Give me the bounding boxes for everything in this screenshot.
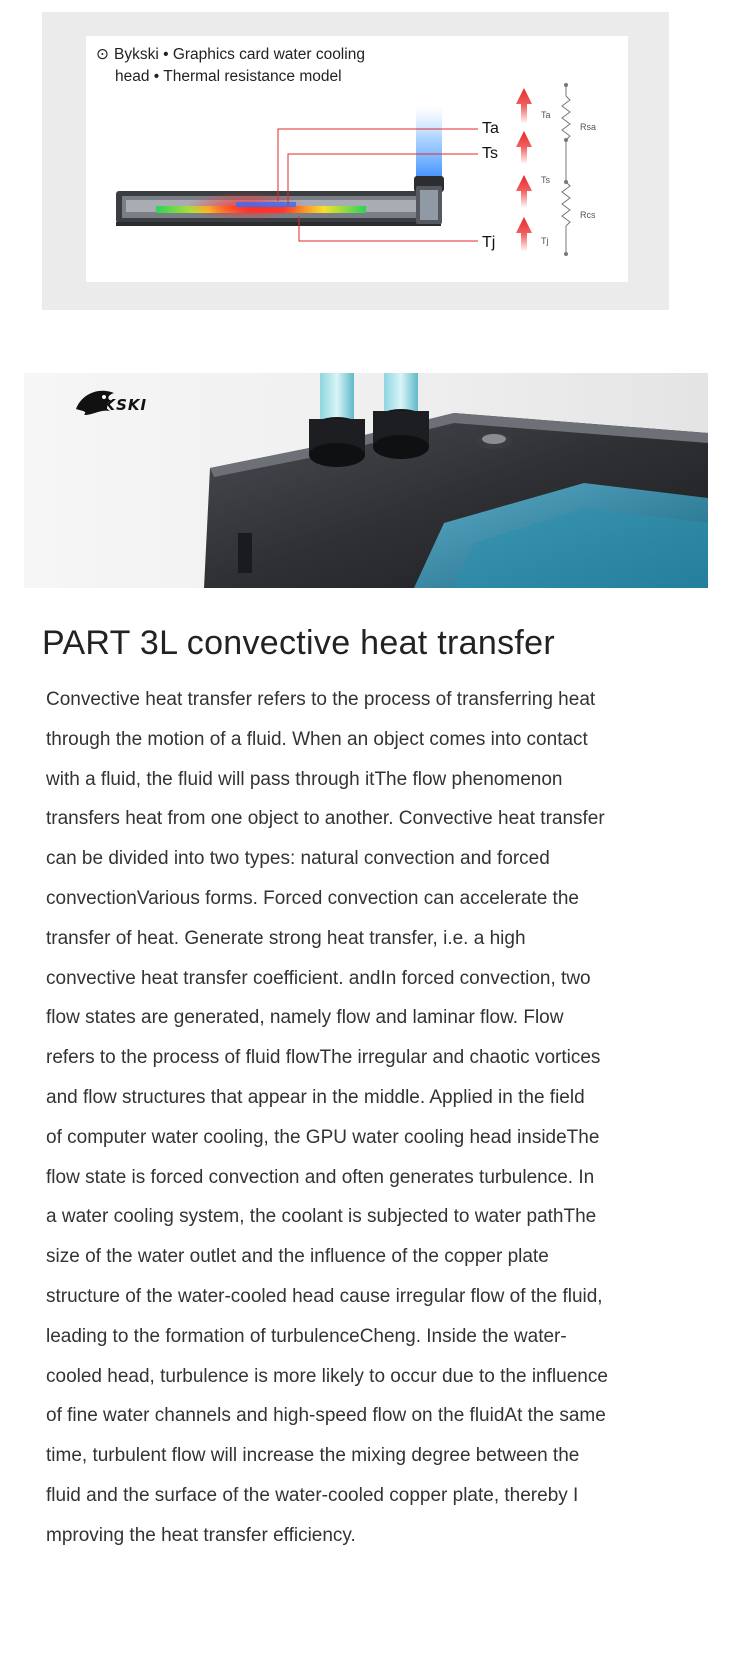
product-photo-banner <box>24 373 708 588</box>
section-heading: PART 3L convective heat transfer <box>42 624 555 662</box>
ladder-label-rsa: Rsa <box>580 122 597 132</box>
article-line: transfers heat from one object to another. Convective heat transfer <box>46 808 605 830</box>
article-body <box>46 680 686 1556</box>
article-line: flow states are generated, namely flow and laminar flow. Flow <box>46 1007 564 1029</box>
article-line: through the motion of a fluid. When an object comes into contact <box>46 728 588 750</box>
article-line: can be divided into two types: natural convection and forced <box>46 848 550 870</box>
ladder-label-ta: Ta <box>541 110 551 120</box>
article-line: cooled head, turbulence is more likely to occur due to the influence <box>46 1365 608 1387</box>
thermal-resistor-ladder <box>562 83 570 256</box>
fitting-cylinder <box>414 176 444 224</box>
article-line: transfer of heat. Generate strong heat transfer, i.e. a high <box>46 927 526 949</box>
article-line: time, turbulent flow will increase the mixing degree between the <box>46 1445 580 1467</box>
ta-leader-line <box>278 129 478 201</box>
article-line: size of the water outlet and the influence of the copper plate <box>46 1246 549 1268</box>
thermal-diagram-panel <box>42 12 669 310</box>
article-line: fluid and the surface of the water-cooled copper plate, thereby I <box>46 1484 579 1506</box>
article-line: of computer water cooling, the GPU water cooling head insideThe <box>46 1126 600 1148</box>
heat-flow-arrows <box>516 88 532 252</box>
article-line: and flow structures that appear in the middle. Applied in the field <box>46 1086 585 1108</box>
ladder-label-rcs: Rcs <box>580 210 596 220</box>
caption-line-1: Bykski • Graphics card water cooling <box>114 46 365 63</box>
article-line: convectionVarious forms. Forced convection can accelerate the <box>46 887 579 909</box>
caption-bullet-icon: ⊙ <box>96 46 109 63</box>
label-ts: Ts <box>482 145 498 162</box>
ladder-label-tj: Tj <box>541 236 549 246</box>
ladder-label-ts: Ts <box>541 175 550 185</box>
label-ta: Ta <box>482 120 499 137</box>
article-line: a water cooling system, the coolant is subjected to water pathThe <box>46 1206 597 1228</box>
cold-flow-plume <box>416 106 442 186</box>
article-line: flow state is forced convection and often generates turbulence. In <box>46 1166 595 1188</box>
label-tj: Tj <box>482 234 496 251</box>
brand-logo-text: BYKSKI <box>80 396 148 414</box>
thermal-diagram-card <box>86 36 628 282</box>
article-line: refers to the process of fluid flowThe irregular and chaotic vortices <box>46 1047 601 1069</box>
article-line: convective heat transfer coefficient. andIn forced convection, two <box>46 967 591 989</box>
article-line: structure of the water-cooled head cause irregular flow of the fluid, <box>46 1285 603 1307</box>
caption-line-2: head • Thermal resistance model <box>115 68 342 85</box>
article-line: leading to the formation of turbulenceCheng. Inside the water- <box>46 1325 567 1347</box>
article-line: Convective heat transfer refers to the process of transferring heat <box>46 689 596 710</box>
diagram-caption <box>96 44 426 88</box>
article-line: of fine water channels and high-speed flow on the fluidAt the same <box>46 1405 606 1427</box>
article-line: mproving the heat transfer efficiency. <box>46 1524 356 1546</box>
article-line: with a fluid, the fluid will pass through itThe flow phenomenon <box>46 768 563 790</box>
